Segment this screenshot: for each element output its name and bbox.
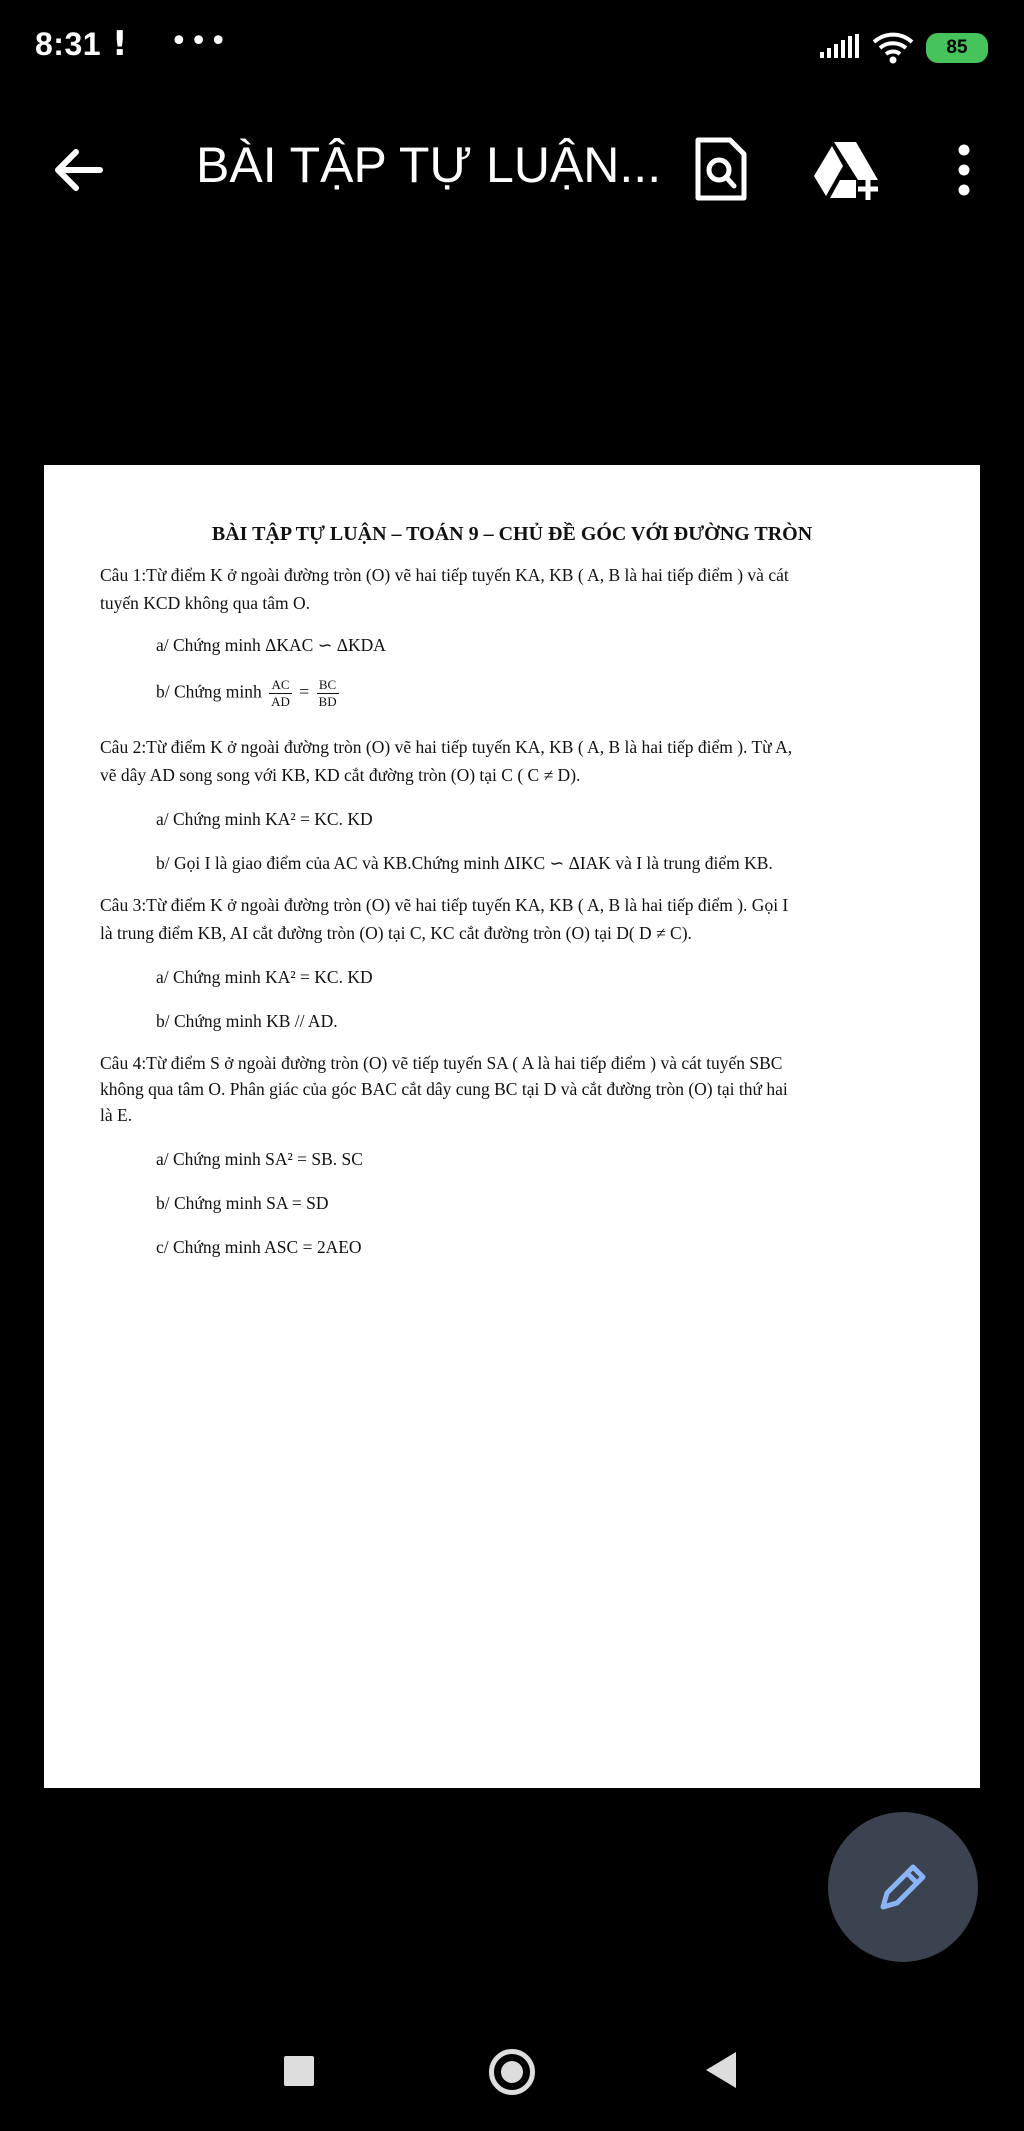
q1-part-b [156,677,342,710]
more-vert-icon[interactable] [946,140,982,200]
q2-text-line2: vẽ dây AD song song với KB, KD cắt đường tròn (O) tại C ( C ≠ D). [100,765,581,785]
battery-icon [926,33,988,63]
battery-level: 85 [946,37,968,58]
clock-time: 8:31 [35,26,102,62]
doc-heading: BÀI TẬP TỰ LUẬN – TOÁN 9 – CHỦ ĐỀ GÓC VỚI ĐƯỜNG TRÒN [211,523,813,545]
fraction-denominator: BD [318,694,337,709]
q2-part-b: b/ Gọi I là giao điểm của AC và KB.Chứng minh ΔIKC ∽ ΔIAK và I là trung điểm KB. [156,853,773,873]
q4-part-b: b/ Chứng minh SA = SD [156,1193,329,1213]
document-page[interactable] [44,465,980,1788]
more-notifications-icon: ••• [170,24,230,59]
q4-text-line3: là E. [100,1105,133,1125]
q4-text-line2: không qua tâm O. Phân giác của góc BAC cắt dây cung BC tại D và cắt đường tròn (O) tại thứ hai [100,1079,788,1099]
q1-text-line2: tuyến KCD không qua tâm O. [100,593,310,613]
q2-text-line1: Câu 2:Từ điểm K ở ngoài đường tròn (O) vẽ hai tiếp tuyến KA, KB ( A, B là hai tiếp điểm ). Từ A, [100,737,793,757]
notification-icon: ! [112,24,128,64]
equals-sign: = [299,681,310,702]
q3-part-a: a/ Chứng minh KA² = KC. KD [156,967,373,987]
q1-part-b-label: b/ Chứng minh [156,681,262,702]
q1-text-line1: Câu 1:Từ điểm K ở ngoài đường tròn (O) vẽ hai tiếp tuyến KA, KB ( A, B là hai tiếp điểm ) và cát [100,565,789,585]
document-title: BÀI TẬP TỰ LUẬN... [196,137,662,193]
find-in-page-icon[interactable] [690,136,750,202]
fraction-numerator: BC [317,677,339,694]
back-triangle-icon[interactable] [706,2052,736,2088]
fraction-ac-ad [269,677,292,710]
q4-text-line1: Câu 4:Từ điểm S ở ngoài đường tròn (O) vẽ tiếp tuyến SA ( A là hai tiếp điểm ) và cát tuyến SBC [100,1053,783,1073]
home-circle-icon[interactable] [489,2049,535,2095]
edit-fab-button[interactable] [828,1812,978,1962]
q4-part-c: c/ Chứng minh ASC = 2AEO [156,1237,362,1257]
q3-text-line2: là trung điểm KB, AI cắt đường tròn (O) tại C, KC cắt đường tròn (O) tại D( D ≠ C). [100,923,692,943]
q4-part-a: a/ Chứng minh SA² = SB. SC [156,1149,363,1169]
q1-part-a: a/ Chứng minh ΔKAC ∽ ΔKDA [156,635,386,655]
back-arrow-icon[interactable] [48,140,108,200]
fraction-bc-bd [317,677,339,710]
app-bar [0,120,1024,220]
signal-icon [820,34,860,60]
q2-part-a: a/ Chứng minh KA² = KC. KD [156,809,373,829]
wifi-icon [872,30,914,64]
add-to-drive-icon[interactable] [812,140,882,200]
recents-square-icon[interactable] [284,2056,314,2086]
q3-part-b: b/ Chứng minh KB // AD. [156,1011,338,1031]
q3-text-line1: Câu 3:Từ điểm K ở ngoài đường tròn (O) vẽ hai tiếp tuyến KA, KB ( A, B là hai tiếp điểm ). Gọi I [100,895,789,915]
status-bar [0,0,1024,96]
fraction-numerator: AC [269,677,292,694]
fraction-denominator: AD [271,694,290,709]
edit-pencil-icon [873,1857,933,1917]
